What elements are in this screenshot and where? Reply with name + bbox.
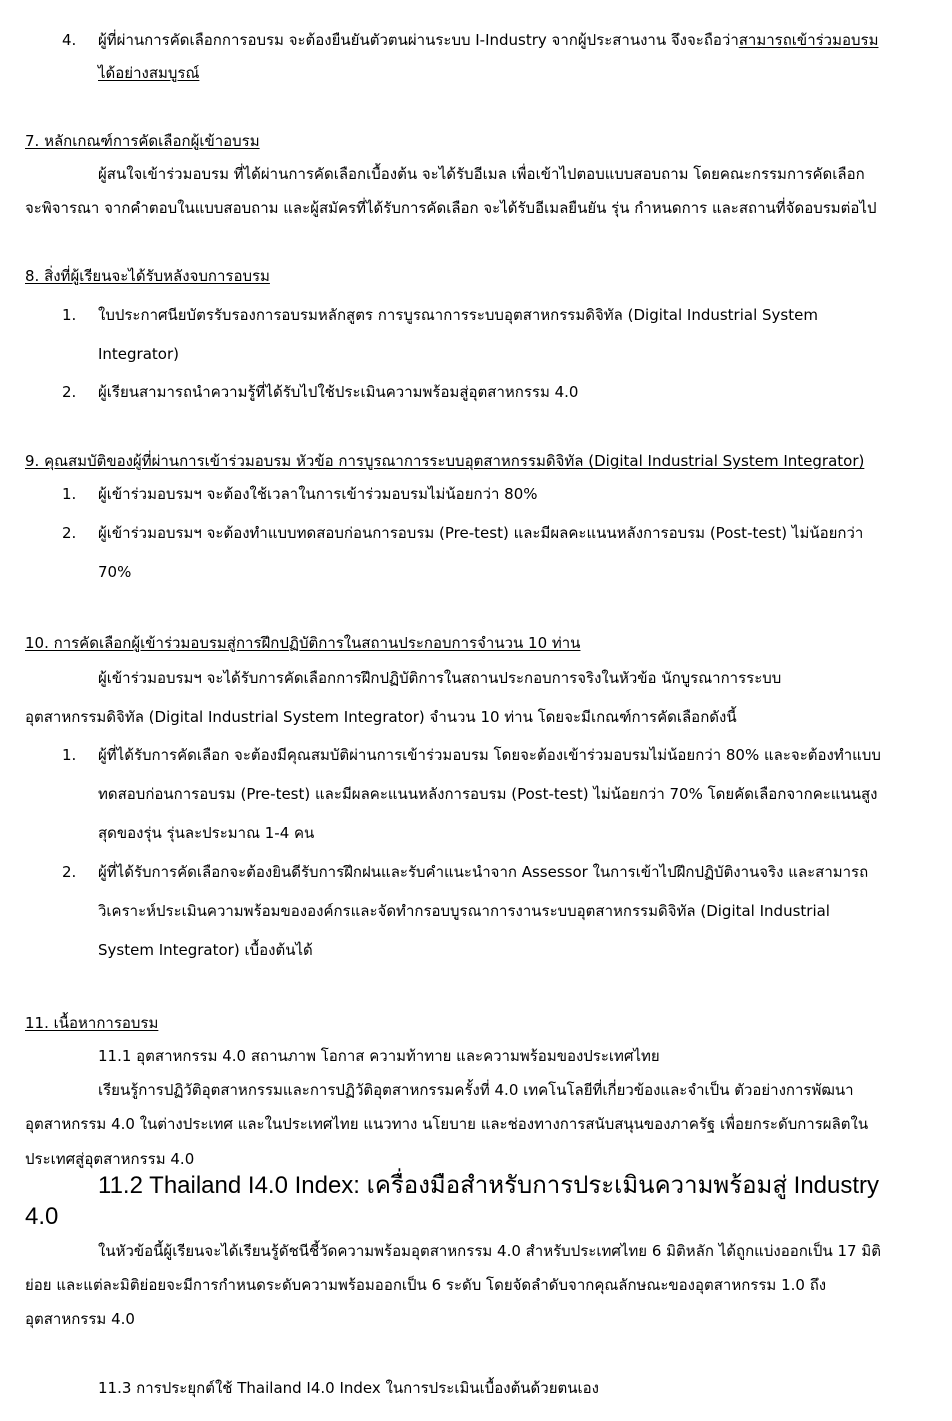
list-item-text: ผู้ที่ได้รับการคัดเลือกจะต้องยินดีรับการฝึกฝนและรับคำแนะนำจาก Assessor ในการเข้าไปฝึกปฏิบัติงานจริง และสามารถ xyxy=(98,863,869,881)
subsection-large-heading: 4.0 xyxy=(25,1203,59,1230)
list-item-text: วิเคราะห์ประเมินความพร้อมขององค์กรและจัดทำกรอบบูรณาการงานระบบอุตสาหกรรมดิจิทัล (Digital Industrial xyxy=(98,902,830,920)
paragraph-line: จะพิจารณา จากคำตอบในแบบสอบถาม และผู้สมัครที่ได้รับการคัดเลือก จะได้รับอีเมลยืนยัน รุ่น กำหนดการ และสถานที่จัดอบรมต่อไป xyxy=(25,199,877,217)
section-heading-11: 11. เนื้อหาการอบรม xyxy=(25,1014,159,1032)
list-item-text: ทดสอบก่อนการอบรม (Pre-test) และมีผลคะแนนหลังการอบรม (Post-test) ไม่น้อยกว่า 70% โดยคัดเลือกจากคะแนนสูง xyxy=(98,785,878,803)
list-item-text: Integrator) xyxy=(98,345,179,363)
section-heading-9: 9. คุณสมบัติของผู้ที่ผ่านการเข้าร่วมอบรม หัวข้อ การบูรณาการระบบอุตสาหกรรมดิจิทัล (Digital Industrial System Integrator) xyxy=(25,452,865,470)
underlined-text: สามารถเข้าร่วมอบรม xyxy=(738,31,879,49)
list-item-text xyxy=(98,31,878,49)
paragraph-line: ประเทศสู่อุตสาหกรรม 4.0 xyxy=(25,1150,195,1168)
paragraph-line: อุตสาหกรรม 4.0 xyxy=(25,1310,135,1328)
paragraph-line: อุตสาหกรรมดิจิทัล (Digital Industrial System Integrator) จำนวน 10 ท่าน โดยจะมีเกณฑ์การคัดเลือกดังนี้ xyxy=(25,708,737,726)
list-number: 1. xyxy=(62,746,77,764)
list-item-text: ผู้เรียนสามารถนำความรู้ที่ได้รับไปใช้ประเมินความพร้อมสู่อุตสาหกรรม 4.0 xyxy=(98,383,579,401)
list-number: 2. xyxy=(62,524,77,542)
section-heading-10: 10. การคัดเลือกผู้เข้าร่วมอบรมสู่การฝึกปฏิบัติการในสถานประกอบการจำนวน 10 ท่าน xyxy=(25,634,581,652)
paragraph-line: อุตสาหกรรม 4.0 ในต่างประเทศ และในประเทศไทย แนวทาง นโยบาย และช่องทางการสนับสนุนของภาครัฐ เพื่อยกระดับการผลิตใน xyxy=(25,1115,869,1133)
list-item-text: System Integrator) เบื้องต้นได้ xyxy=(98,941,313,959)
paragraph-line: ในหัวข้อนี้ผู้เรียนจะได้เรียนรู้ดัชนีชี้วัดความพร้อมอุตสาหกรรม 4.0 สำหรับประเทศไทย 6 มิติหลัก ได้ถูกแบ่งออกเป็น 17 มิติ xyxy=(98,1242,881,1260)
section-heading-7: 7. หลักเกณฑ์การคัดเลือกผู้เข้าอบรม xyxy=(25,132,260,150)
list-item-text: ใบประกาศนียบัตรรับรองการอบรมหลักสูตร การบูรณาการระบบอุตสาหกรรมดิจิทัล (Digital Industrial System xyxy=(98,306,818,324)
paragraph-line: เรียนรู้การปฏิวัติอุตสาหกรรมและการปฏิวัติอุตสาหกรรมครั้งที่ 4.0 เทคโนโลยีที่เกี่ยวข้องและจำเป็น ตัวอย่างการพัฒนา xyxy=(98,1081,854,1099)
list-number: 2. xyxy=(62,383,77,401)
paragraph-line: ย่อย และแต่ละมิติย่อยจะมีการกำหนดระดับความพร้อมออกเป็น 6 ระดับ โดยจัดลำดับจากคุณลักษณะของอุตสาหกรรม 1.0 ถึง xyxy=(25,1276,827,1294)
list-number: 2. xyxy=(62,863,77,881)
list-number: 4. xyxy=(62,31,77,49)
subsection-large-heading: 11.2 Thailand I4.0 Index: เครื่องมือสำหรับการประเมินความพร้อมสู่ Industry xyxy=(98,1172,880,1199)
subsection-heading: 11.1 อุตสาหกรรม 4.0 สถานภาพ โอกาส ความท้าทาย และความพร้อมของประเทศไทย xyxy=(98,1047,660,1065)
list-item-text: 70% xyxy=(98,563,132,581)
list-item-text: ผู้เข้าร่วมอบรมฯ จะต้องใช้เวลาในการเข้าร่วมอบรมไม่น้อยกว่า 80% xyxy=(98,485,538,503)
list-number: 1. xyxy=(62,306,77,324)
subsection-heading: 11.3 การประยุกต์ใช้ Thailand I4.0 Index ในการประเมินเบื้องต้นด้วยตนเอง xyxy=(98,1379,599,1397)
list-item-text: ผู้ที่ได้รับการคัดเลือก จะต้องมีคุณสมบัติผ่านการเข้าร่วมอบรม โดยจะต้องเข้าร่วมอบรมไม่น้อยกว่า 80% และจะต้องทำแบบ xyxy=(98,746,881,764)
list-item-text: สุดของรุ่น รุ่นละประมาณ 1-4 คน xyxy=(98,824,315,842)
section-heading-8: 8. สิ่งที่ผู้เรียนจะได้รับหลังจบการอบรม xyxy=(25,267,270,285)
list-number: 1. xyxy=(62,485,77,503)
underlined-text: ได้อย่างสมบูรณ์ xyxy=(98,64,200,82)
paragraph-line: ผู้เข้าร่วมอบรมฯ จะได้รับการคัดเลือกการฝึกปฏิบัติการในสถานประกอบการจริงในหัวข้อ นักบูรณาการระบบ xyxy=(98,669,782,687)
paragraph-line: ผู้สนใจเข้าร่วมอบรม ที่ได้ผ่านการคัดเลือกเบื้องต้น จะได้รับอีเมล เพื่อเข้าไปตอบแบบสอบถาม โดยคณะกรรมการคัดเลือก xyxy=(98,165,865,183)
item-text: ผู้ที่ผ่านการคัดเลือกการอบรม จะต้องยืนยันตัวตนผ่านระบบ I-Industry จากผู้ประสานงาน จึงจะถือว่า xyxy=(98,31,739,49)
list-item-text: ผู้เข้าร่วมอบรมฯ จะต้องทำแบบทดสอบก่อนการอบรม (Pre-test) และมีผลคะแนนหลังการอบรม (Post-test) ไม่น้อยกว่า xyxy=(98,524,864,542)
